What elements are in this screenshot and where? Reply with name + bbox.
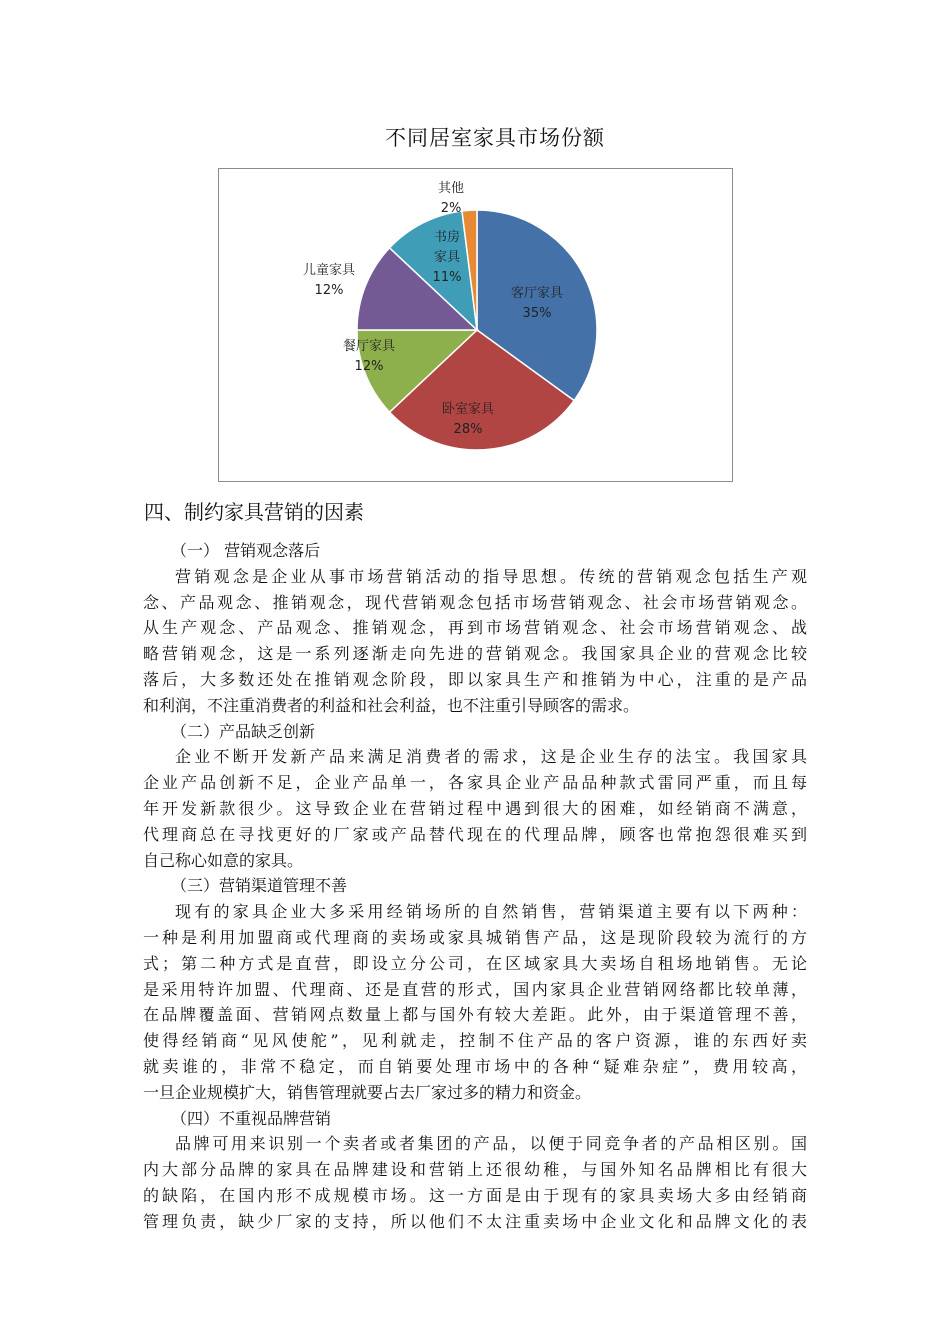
paragraph-line: 念、产品观念、推销观念，现代营销观念包括市场营销观念、社会市场营销观念。 xyxy=(143,592,807,612)
subsection-heading-3: （三）营销渠道管理不善 xyxy=(171,876,348,896)
pie-label-4: 儿童家具 12% xyxy=(302,263,356,298)
paragraph-line: 管理负责，缺少厂家的支持，所以他们不太注重卖场中企业文化和品牌文化的表 xyxy=(143,1211,807,1231)
paragraph-line: 内大部分品牌的家具在品牌建设和营销上还很幼稚，与国外知名品牌相比有很大 xyxy=(143,1160,807,1180)
paragraph-line: 营销观念是企业从事市场营销活动的指导思想。传统的营销观念包括生产观 xyxy=(175,566,807,586)
pie-label-5: 书房家具 11% xyxy=(432,230,462,285)
paragraph-line: 和利润，不注重消费者的利益和社会利益，也不注重引导顾客的需求。 xyxy=(143,695,640,715)
paragraph-1 xyxy=(143,564,807,719)
subsection-heading-2: （二）产品缺乏创新 xyxy=(171,721,316,741)
section-heading: 四、制约家具营销的因素 xyxy=(144,500,364,524)
paragraph-line: 自己称心如意的家具。 xyxy=(143,850,304,870)
paragraph-line: 代理商总在寻找更好的厂家或产品替代现在的代理品牌，顾客也常抱怨很难买到 xyxy=(143,824,807,844)
paragraph-line: 现有的家具企业大多采用经销场所的自然销售，营销渠道主要有以下两种： xyxy=(175,902,807,922)
paragraph-line: 的缺陷，在国内形不成规模市场。这一方面是由于现有的家具卖场大多由经销商 xyxy=(143,1185,807,1205)
pie-label-2: 卧室家具 28% xyxy=(441,402,495,437)
paragraph-line: 一旦企业规模扩大，销售管理就要占去厂家过多的精力和资金。 xyxy=(143,1082,592,1102)
paragraph-line: 从生产观念、产品观念、推销观念，再到市场营销观念、社会市场营销观念、战 xyxy=(143,618,807,638)
pie-label-3: 餐厅家具 12% xyxy=(342,339,396,374)
paragraph-line: 是采用特许加盟、代理商、还是直营的形式，国内家具企业营销网络都比较单薄， xyxy=(143,979,807,999)
paragraph-line: 年开发新款很少。这导致企业在营销过程中遇到很大的困难，如经销商不满意， xyxy=(143,798,807,818)
paragraph-line: 落后，大多数还处在推销观念阶段，即以家具生产和推销为中心，注重的是产品 xyxy=(143,669,807,689)
pie-label-6: 其他 2% xyxy=(437,181,465,216)
chart-frame xyxy=(218,168,733,482)
paragraph-line: 略营销观念，这是一系列逐渐走向先进的营销观念。我国家具企业的营观念比较 xyxy=(143,644,807,664)
paragraph-line: 企业产品创新不足，企业产品单一，各家具企业产品品种款式雷同严重，而且每 xyxy=(143,773,807,793)
chart-title: 不同居室家具市场份额 xyxy=(385,126,605,150)
paragraph-line: 一种是利用加盟商或代理商的卖场或家具城销售产品，这是现阶段较为流行的方 xyxy=(143,927,807,947)
paragraph-3 xyxy=(143,899,807,1105)
paragraph-line: 在品牌覆盖面、营销网点数量上都与国外有较大差距。此外，由于渠道管理不善， xyxy=(143,1005,807,1025)
pie-label-1: 客厅家具 35% xyxy=(510,286,564,321)
subsection-heading-1: （一） 营销观念落后 xyxy=(171,541,321,560)
paragraph-line: 式；第二种方式是直营，即设立分公司，在区域家具大卖场自租场地销售。无论 xyxy=(143,953,807,973)
body-text xyxy=(143,538,807,1235)
paragraph-line: 就卖谁的，非常不稳定，而自销要处理市场中的各种“疑难杂症”，费用较高， xyxy=(143,1056,807,1076)
paragraph-line: 使得经销商“见风使舵”，见利就走，控制不住产品的客户资源，谁的东西好卖 xyxy=(143,1031,807,1051)
paragraph-2 xyxy=(143,744,807,873)
pie-chart xyxy=(219,169,732,481)
subsection-heading-4: （四）不重视品牌营销 xyxy=(171,1108,332,1128)
paragraph-line: 企业不断开发新产品来满足消费者的需求，这是企业生存的法宝。我国家具 xyxy=(175,747,807,767)
paragraph-4 xyxy=(143,1131,807,1234)
paragraph-line: 品牌可用来识别一个卖者或者集团的产品，以便于同竞争者的产品相区别。国 xyxy=(175,1134,807,1154)
